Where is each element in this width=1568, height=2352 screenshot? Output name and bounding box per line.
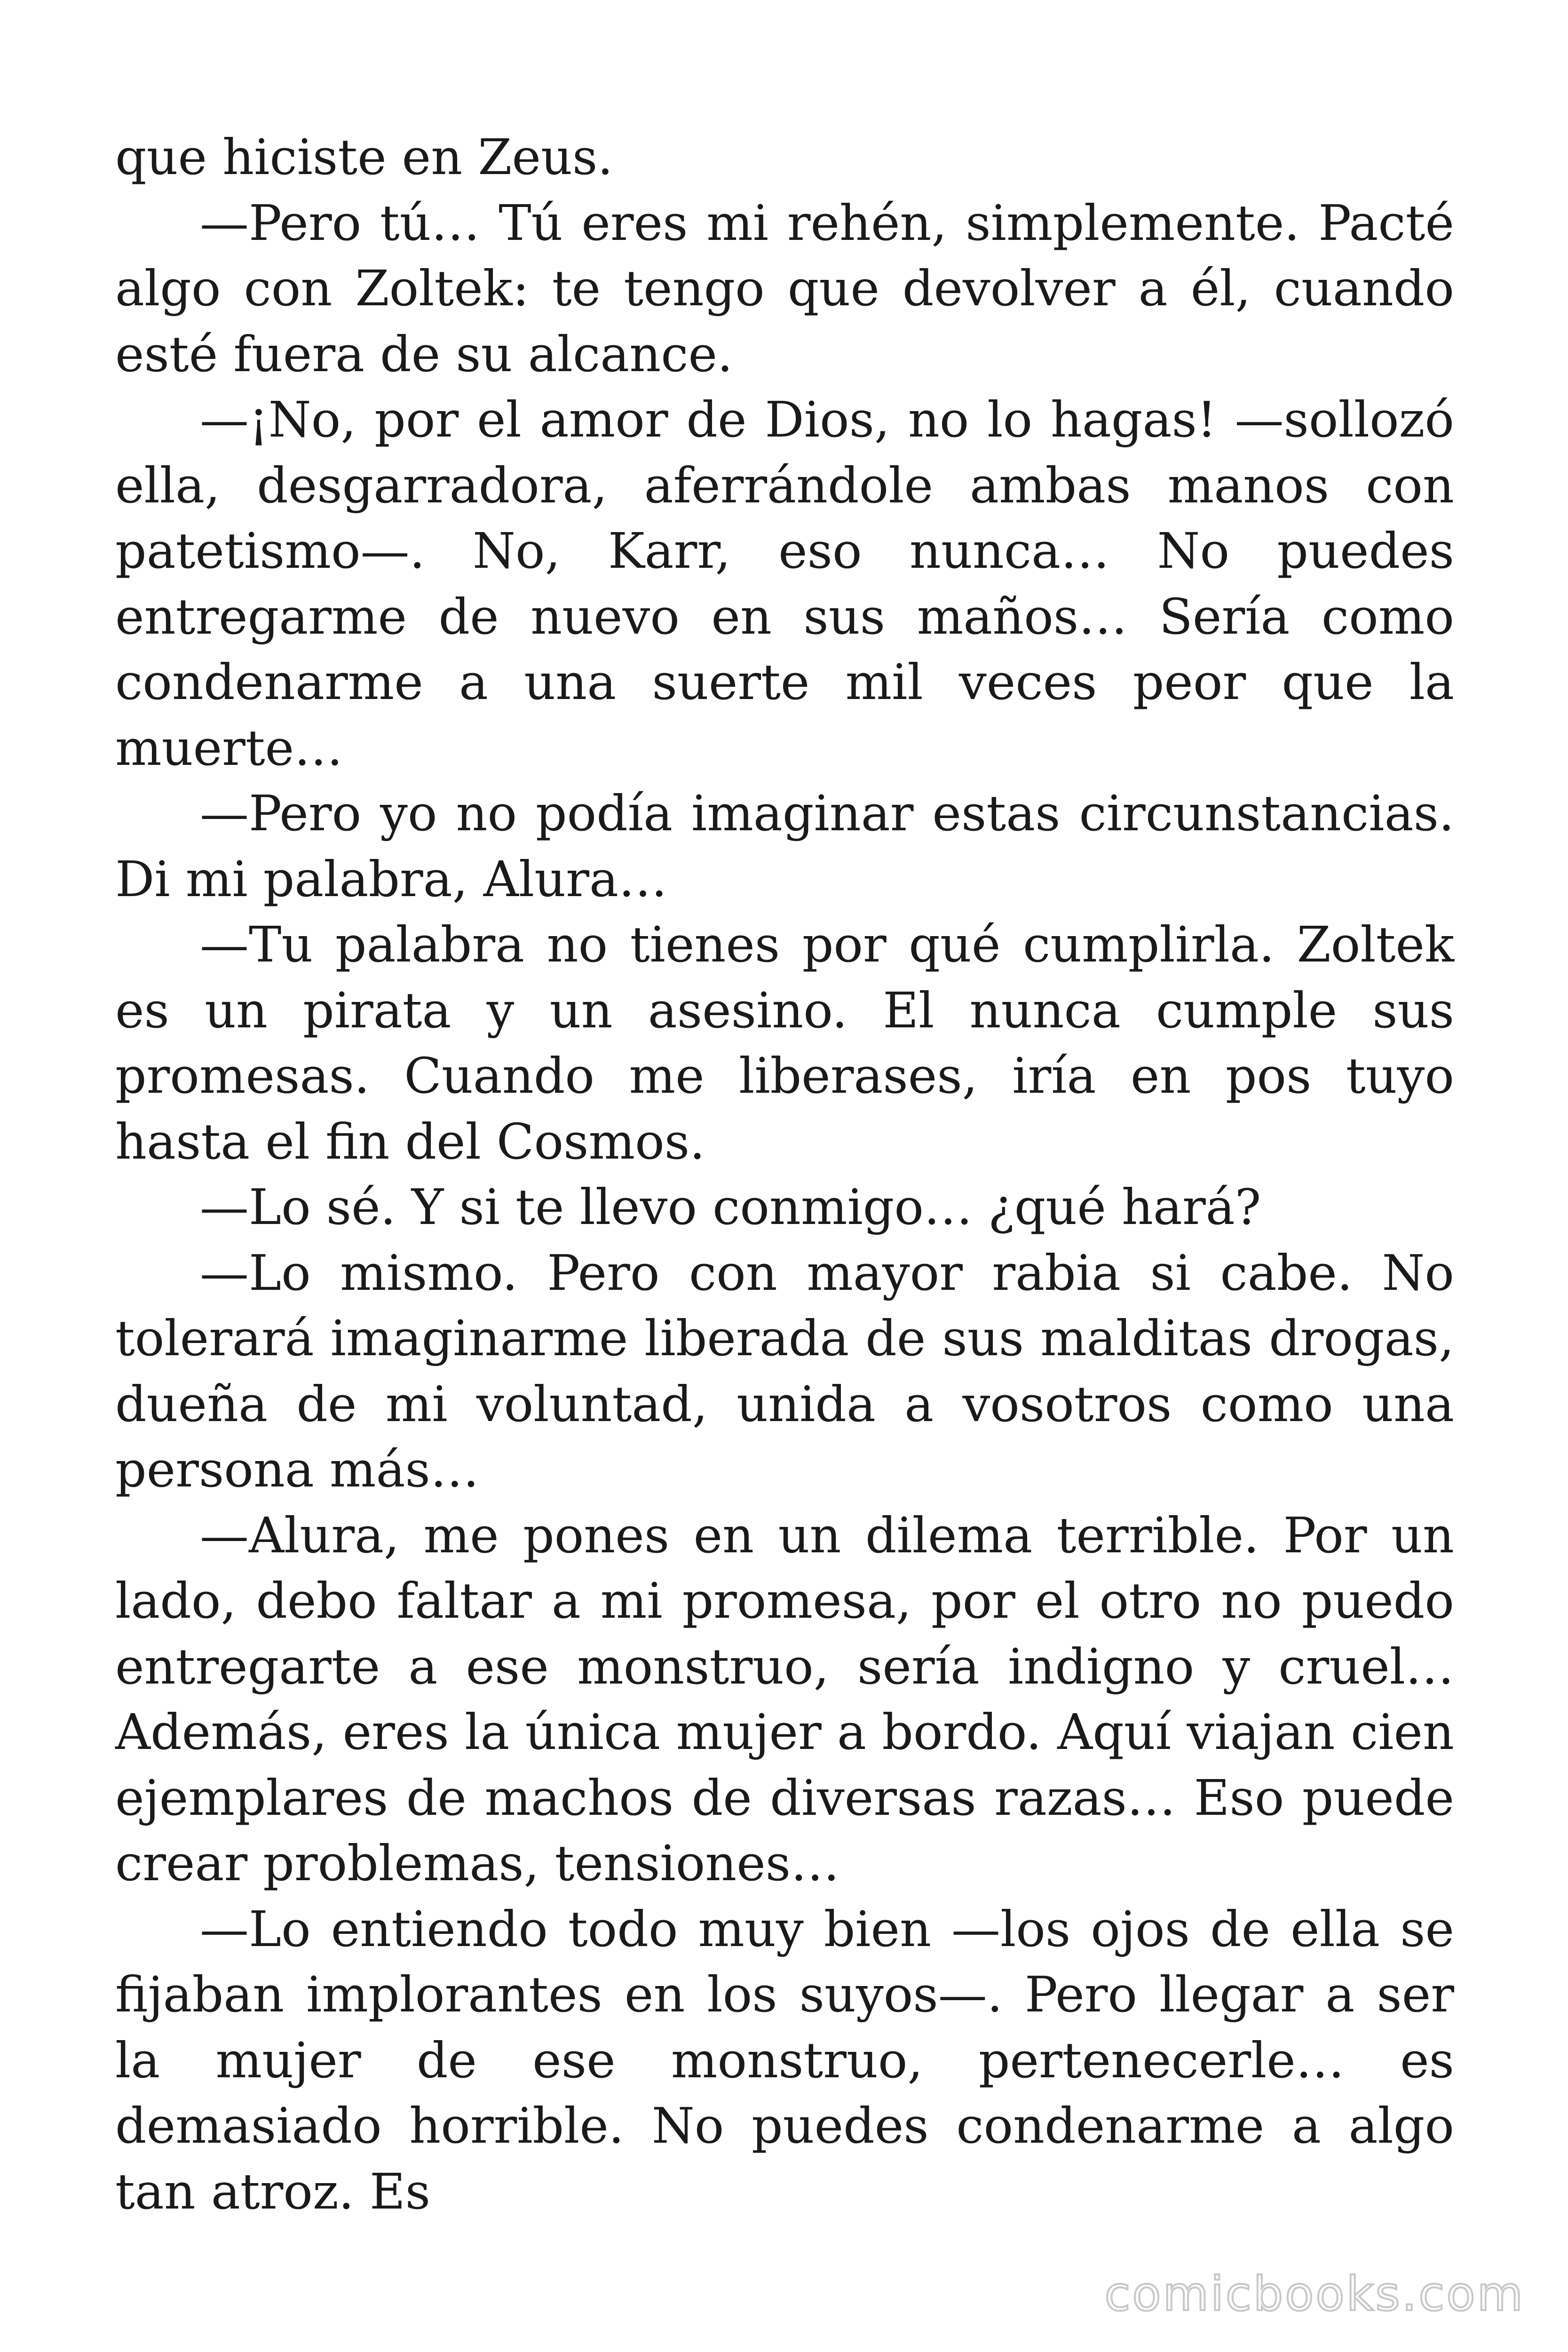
- paragraph: —Lo mismo. Pero con mayor rabia si cabe. No tolerará imaginarme liberada de sus malditas drogas, dueña de mi voluntad, unida a vosotros como una persona más…: [115, 1244, 1454, 1498]
- paragraph: —¡No, por el amor de Dios, no lo hagas! —sollozó ella, desgarradora, aferrándole ambas manos con patetismo—. No, Karr, eso nunca… No puedes entregarme de nuevo en sus maños… Sería como condenarme a una suerte mil veces peor que la muerte…: [115, 391, 1454, 777]
- paragraph: que hiciste en Zeus.: [115, 128, 613, 186]
- page-body-text: [115, 125, 1454, 2225]
- paragraph: —Tu palabra no tienes por qué cumplirla. Zoltek es un pirata y un asesino. El nunca cumple sus promesas. Cuando me liberases, iría en pos tuyo hasta el fin del Cosmos.: [115, 916, 1454, 1170]
- paragraph: —Pero yo no podía imaginar estas circunstancias. Di mi palabra, Alura…: [115, 785, 1454, 908]
- paragraph: —Lo sé. Y si te llevo conmigo… ¿qué hará?: [200, 1178, 1261, 1236]
- paragraph: —Pero tú… Tú eres mi rehén, simplemente. Pacté algo con Zoltek: te tengo que devolver a él, cuando esté fuera de su alcance.: [115, 194, 1454, 383]
- paragraph: —Lo entiendo todo muy bien —los ojos de ella se fijaban implorantes en los suyos—. Pero llegar a ser la mujer de ese monstruo, pertenecerle… es demasiado horrible. No puedes condenarme a algo tan atroz. Es: [115, 1900, 1454, 2220]
- watermark: comicbooks.com: [1104, 2266, 1525, 2321]
- paragraph: —Alura, me pones en un dilema terrible. Por un lado, debo faltar a mi promesa, por el otro no puedo entregarte a ese monstruo, sería indigno y cruel… Además, eres la única mujer a bordo. Aquí viajan cien ejemplares de machos de diversas razas… Eso puede crear problemas, tensiones…: [115, 1506, 1454, 1892]
